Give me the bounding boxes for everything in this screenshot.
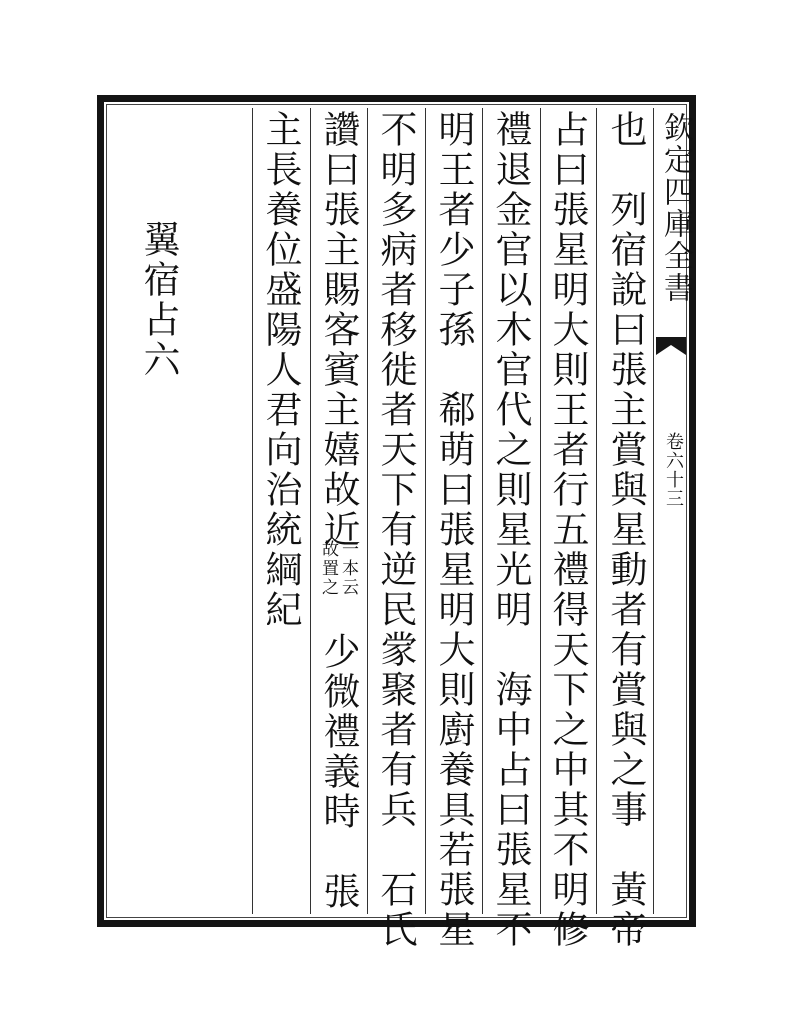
interlinear-note-right: 一本云 (338, 540, 358, 597)
column-rule (252, 108, 253, 914)
column-rule (540, 108, 541, 914)
margin-rule (653, 108, 654, 914)
fishtail-mark-icon (654, 335, 688, 357)
text-column-3: 禮退金官以木官代之則星光明 海中占曰張星不 (489, 110, 532, 950)
text-column-5: 不明多病者移徙者天下有逆民䝉聚者有兵 石氏 (374, 110, 417, 950)
text-column-6-tail: 少微禮義時 張 (317, 632, 360, 912)
text-column-2: 占曰張星明大則王者行五禮得天下之中其不明修 (546, 110, 589, 950)
text-column-6: 讚曰張主賜客賓主嬉故近 (317, 110, 360, 550)
volume-label: 卷六十三 (663, 432, 684, 508)
text-column-1: 也 列宿說曰張主賞與星動者有賞與之事 黃帝 (604, 110, 647, 950)
column-rule (596, 108, 597, 914)
chapter-heading: 翼宿占六 (137, 220, 180, 380)
column-rule (482, 108, 483, 914)
text-column-7: 主長養位盛陽人君向治統綱紀 (259, 110, 302, 630)
column-rule (367, 108, 368, 914)
column-rule (425, 108, 426, 914)
text-column-4: 明王者少子孫 郗萌曰張星明大則廚養具若張星 (432, 110, 475, 950)
interlinear-note-left: 故置之 (318, 540, 338, 597)
book-title: 欽定四庫全書 (658, 112, 693, 304)
column-rule (310, 108, 311, 914)
